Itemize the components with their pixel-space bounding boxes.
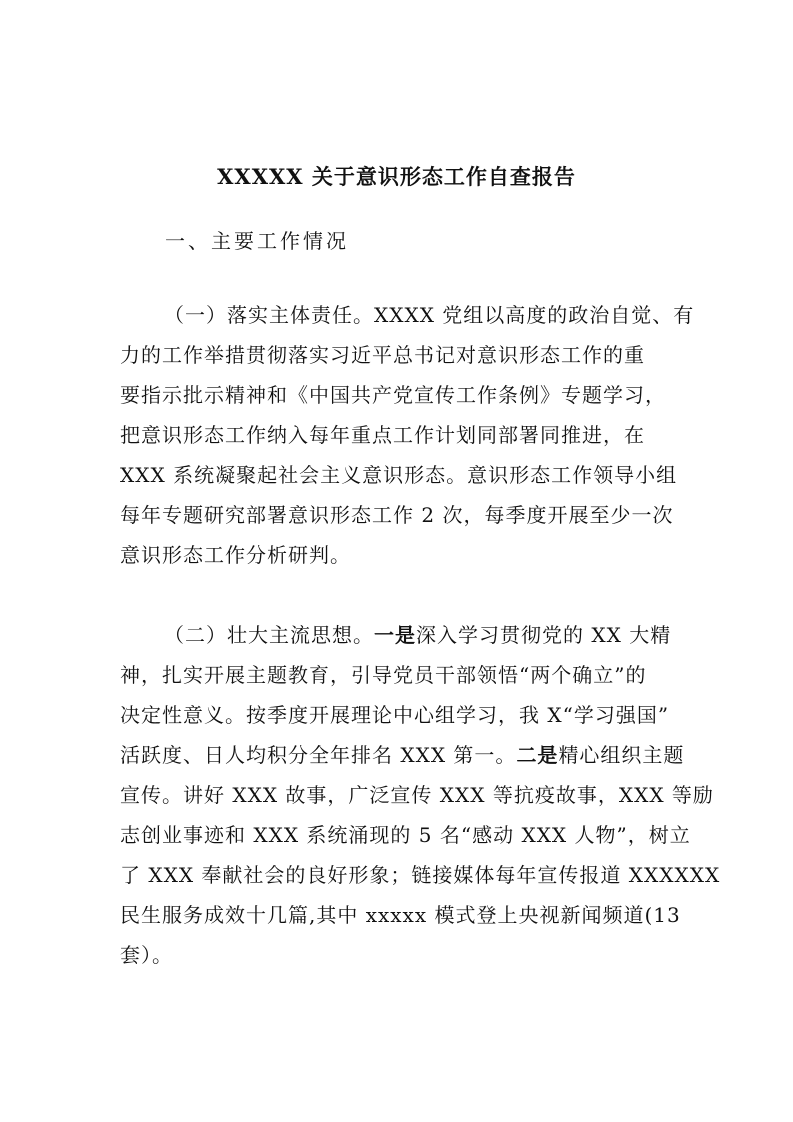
text-line: 套）。 — [120, 943, 173, 967]
text-run: 活跃度、日人均积分全年排名 XXX 第一。 — [120, 743, 517, 767]
text-line: 神，扎实开展主题教育，引导党员干部领悟“两个确立”的 — [120, 663, 647, 687]
emphasis-second: 二是 — [516, 743, 559, 767]
text-line: 志创业事迹和 XXX 系统涌现的 5 名“感动 XXX 人物”，树立 — [120, 823, 691, 847]
text-line: 决定性意义。按季度开展理论中心组学习，我 X“学习强国” — [120, 703, 670, 727]
text-run: 深入学习贯彻党的 XX 大精 — [416, 623, 672, 647]
text-line: （一）落实主体责任。XXXX 党组以高度的政治自觉、有 — [164, 303, 695, 327]
document-title: XXXXX 关于意识形态工作自查报告 — [217, 164, 576, 189]
text-line: 把意识形态工作纳入每年重点工作计划同部署同推进，在 — [120, 423, 645, 447]
text-line: 要指示批示精神和《中国共产党宣传工作条例》专题学习， — [120, 383, 666, 407]
text-line: 宣传。讲好 XXX 故事，广泛宣传 XXX 等抗疫故事，XXX 等励 — [120, 783, 714, 807]
text-run: 精心组织主题 — [558, 743, 685, 767]
text-line: 力的工作举措贯彻落实习近平总书记对意识形态工作的重 — [120, 343, 645, 367]
text-line — [120, 615, 680, 655]
paragraph-main-responsibility — [120, 295, 695, 575]
section-heading: 一、主要工作情况 — [165, 229, 349, 253]
text-line: 意识形态工作分析研判。 — [120, 543, 351, 567]
text-line: 每年专题研究部署意识形态工作 2 次，每季度开展至少一次 — [120, 503, 674, 527]
text-line: XXX 系统凝聚起社会主义意识形态。意识形态工作领导小组 — [120, 463, 678, 487]
text-line — [120, 735, 685, 775]
text-line: 民生服务成效十几篇,其中 xxxxx 模式登上央视新闻频道(13 — [120, 903, 681, 927]
text-run: （二）壮大主流思想。 — [164, 623, 374, 647]
emphasis-first: 一是 — [374, 623, 416, 647]
text-line: 了 XXX 奉献社会的良好形象；链接媒体每年宣传报道 XXXXXX — [120, 863, 721, 887]
paragraph-mainstream-thought — [120, 615, 721, 975]
